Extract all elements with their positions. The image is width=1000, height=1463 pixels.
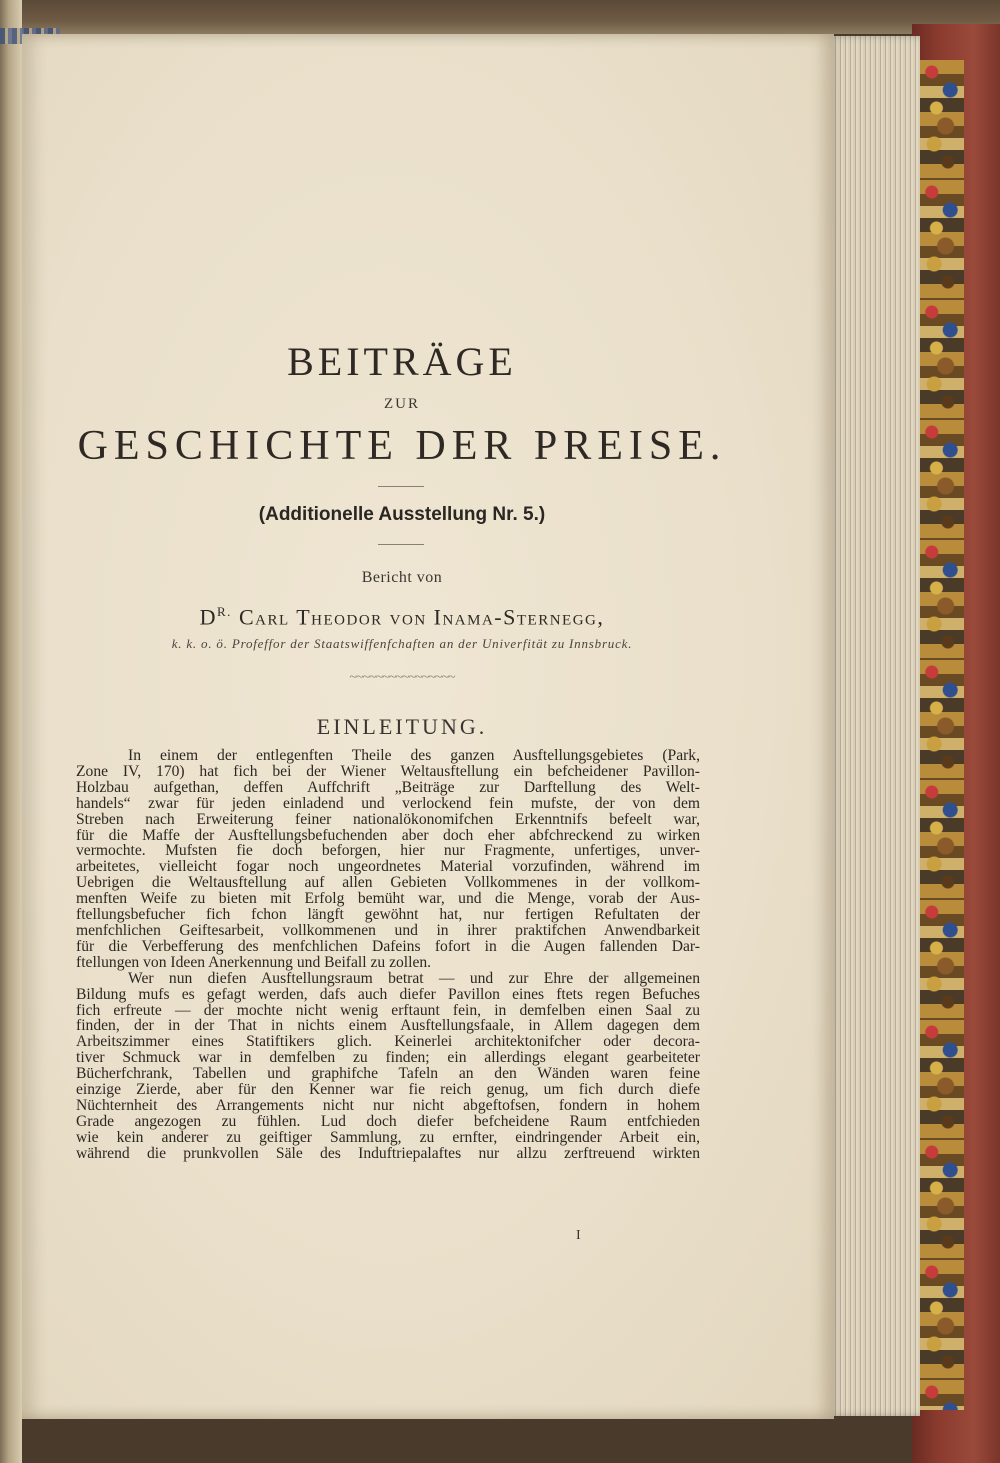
text-line: tiver Schmuck war in demfelben zu finden; ein allerdings elegant gearbeiteter bbox=[76, 1049, 700, 1067]
text-line: Zone IV, 170) hat fich bei der Wiener Weltausftellung ein befcheidener Pavillon- bbox=[76, 762, 700, 780]
page-block-edges bbox=[828, 36, 920, 1416]
text-line: Nüchternheit des Arrangements nicht nur nicht abgeftofsen, fondern in hohem bbox=[76, 1096, 700, 1114]
text-line: ftellungen von Ideen Anerkennung und Beifall zu zollen. bbox=[76, 953, 432, 971]
title-rule bbox=[378, 486, 424, 487]
text-line: handels“ zwar für jeden einladend und verlockend fein mufste, der von dem bbox=[76, 794, 700, 812]
text-line: menfchlichen Geiftesarbeit, vollkommenen und in ihrer praktifchen Anwendbarkeit bbox=[76, 921, 700, 939]
author-name: Carl Theodor von Inama-Sternegg, bbox=[238, 604, 605, 630]
book-page bbox=[22, 34, 834, 1419]
report-label: Bericht von bbox=[361, 569, 443, 586]
author-prefix-sup: R. bbox=[217, 604, 232, 619]
text-line: arbeitetes, vielleicht fogar noch ungeordnetes Material vorzufinden, während im bbox=[76, 858, 700, 876]
text-line: einzige Zierde, aber für den Kenner war fie reich genug, um fich durch diefe bbox=[76, 1081, 700, 1099]
author-affiliation: k. k. o. ö. Profeffor der Staatswiffenfchaften an der Univerfität zu Innsbruck. bbox=[171, 636, 633, 651]
title-line-3: GESCHICHTE DER PREISE. bbox=[77, 423, 727, 469]
marbled-edge bbox=[918, 60, 964, 1410]
text-line: wie kein anderer zu geiftiger Sammlung, zu ernfter, eindringender Arbeit ein, bbox=[76, 1128, 700, 1146]
text-line: Holzbau aufgethan, deffen Auffchrift „Beiträge zur Darftellung des Welt- bbox=[76, 778, 700, 796]
text-line: Wer nun diefen Ausftellungsraum betrat — und zur Ehre der allgemeinen bbox=[128, 969, 700, 987]
page-number: I bbox=[576, 1228, 581, 1243]
text-line: für die Maffe der Ausftellungsbefuchenden aber doch eher abfchreckend zu wirken bbox=[76, 826, 700, 844]
text-line: menften Weife zu bieten mit Erfolg bemüht war, und die Menge, vorab der Aus- bbox=[76, 890, 700, 908]
subtitle-rule bbox=[378, 544, 424, 545]
text-line: für die Verbefferung des menfchlichen Dafeins fofort in die Augen fallenden Dar- bbox=[76, 937, 700, 955]
text-line: Bildung mufs es gefagt werden, dafs auch diefer Pavillon eines ftets regen Befuches bbox=[76, 985, 700, 1003]
text-line: In einem der entlegenften Theile des ganzen Ausftellungsgebietes (Park, bbox=[128, 747, 700, 764]
text-line: Streben nach Erweiterung feiner nationalökonomifchen Erkenntnifs befeelt war, bbox=[76, 810, 700, 828]
body-text bbox=[76, 748, 700, 1162]
author-line bbox=[22, 604, 782, 630]
title-line-1: BEITRÄGE bbox=[287, 339, 517, 384]
text-line: finden, der in der That in nichts einem Ausftellungsfaale, in Allem dagegen dem bbox=[76, 1017, 700, 1035]
text-line: fich erfreute — der mochte nicht wenig erftaunt fein, in demfelben einen Saal zu bbox=[76, 1001, 700, 1019]
text-line: Uebrigen die Weltausftellung auf allen Gebieten Vollkommenes in der vollkom- bbox=[76, 874, 700, 892]
left-page-edge bbox=[0, 0, 22, 1463]
text-line: ftellungsbefucher fich fchon längft gewöhnt hat, nur fertigen Refultaten der bbox=[76, 906, 700, 924]
text-line: vermochte. Mufsten fie doch beforgen, hier nur Fragmente, unfertiges, unver- bbox=[76, 842, 700, 860]
paragraph-2 bbox=[76, 971, 700, 1162]
text-line: Arbeitszimmer eines Statiftikers glich. Keinerlei architektonifcher oder decora- bbox=[76, 1033, 700, 1051]
author-prefix: D bbox=[199, 604, 218, 630]
subtitle: (Additionelle Ausstellung Nr. 5.) bbox=[258, 504, 546, 525]
title-line-2: ZUR bbox=[384, 396, 420, 412]
paragraph-1 bbox=[76, 748, 700, 971]
binding-top-strip bbox=[0, 0, 1000, 34]
text-line: Grade angezogen zu fühlen. Lud doch diefer befcheidene Raum entfchieden bbox=[76, 1112, 700, 1130]
ornament-rule: ~~~~~~~~~~~~~~~~ bbox=[349, 670, 455, 685]
section-title: EINLEITUNG. bbox=[316, 714, 488, 739]
text-line: Bücherfchrank, Tabellen und graphifche Tafeln an den Wänden waren feine bbox=[76, 1065, 700, 1083]
text-line: während die prunkvollen Säle des Induftriepalaftes nur allzu zerftreuend wirkten bbox=[76, 1144, 700, 1162]
